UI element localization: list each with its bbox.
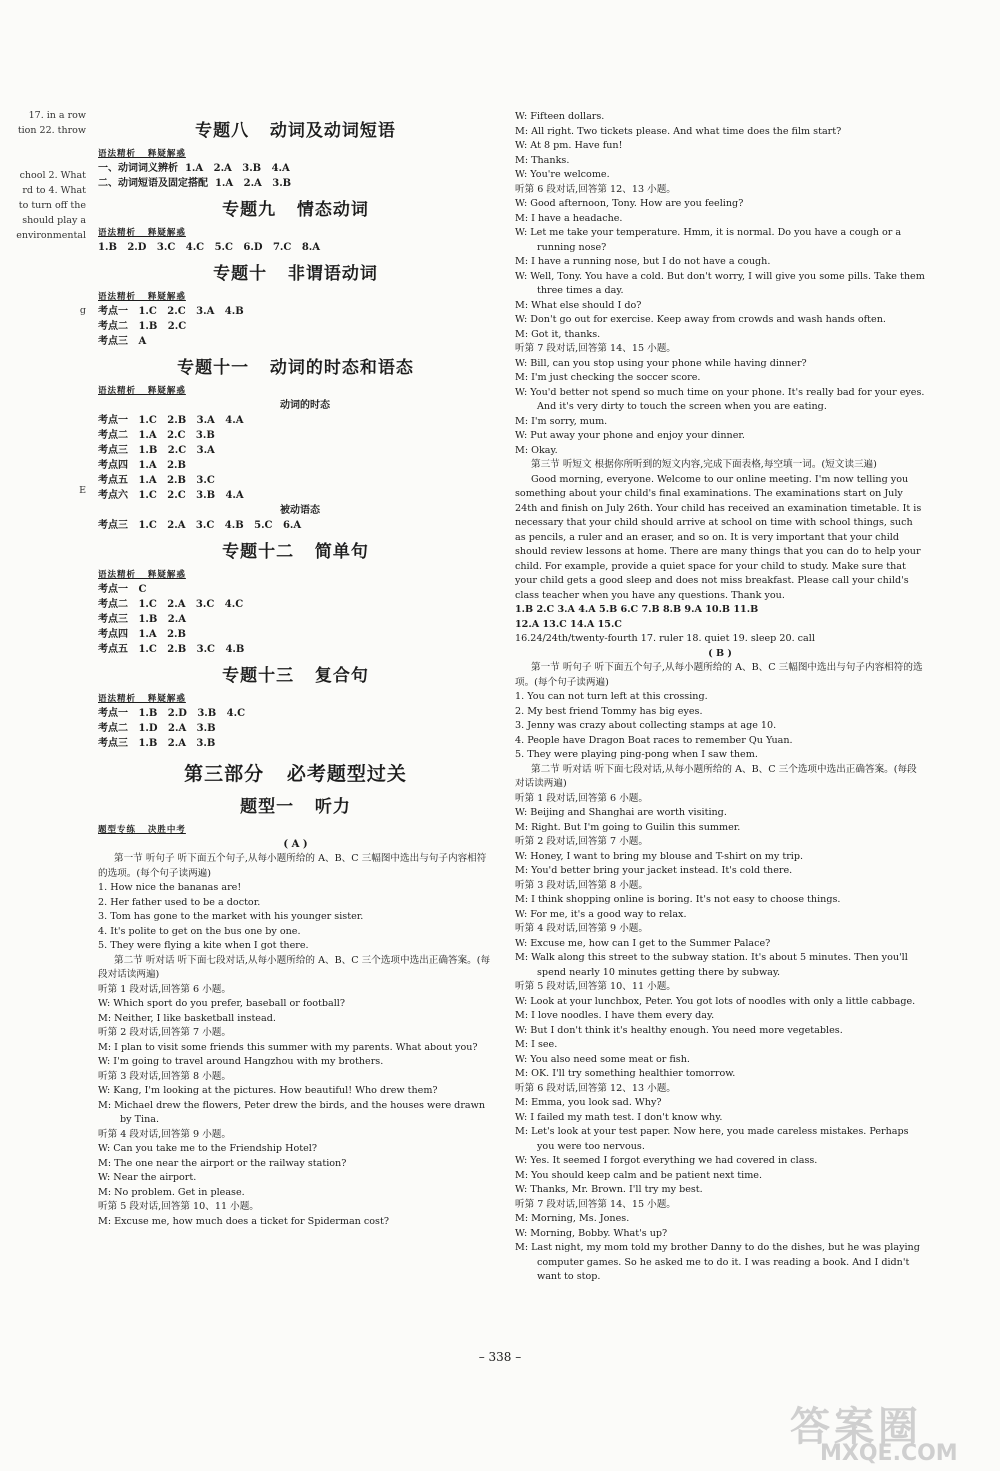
left-column: [98, 112, 493, 1229]
script-line: 1. How nice the bananas are!: [98, 882, 242, 893]
script-line: W: But I don't think it's healthy enough. You need more vegetables.: [515, 1024, 843, 1036]
script-line: M: You'd better bring your jacket instead. It's cold there.: [515, 865, 793, 876]
script-line: 听第 5 段对话,回答第 10、11 小题。: [98, 1201, 259, 1212]
script-line: M: Neither, I like basketball instead.: [98, 1012, 276, 1024]
topic-13-title: 专题十三 复合句: [222, 666, 369, 686]
edge-line: E: [79, 485, 86, 496]
script-line: W: You also need some meat or fish.: [515, 1053, 690, 1065]
edge-line: [0, 333, 86, 348]
subheading: 动词的时态: [280, 400, 330, 411]
script-line: 听第 7 段对话,回答第 14、15 小题。: [515, 343, 676, 354]
topic-12-title: 专题十二 简单句: [222, 542, 369, 562]
edge-line: tion 22. throw: [17, 125, 86, 136]
edge-line: [0, 468, 86, 483]
edge-line: [0, 273, 86, 288]
topic-9-title: 专题九 情态动词: [222, 200, 369, 220]
answer-line: 考点四 1.A 2.B: [98, 629, 186, 640]
edge-line: [0, 258, 86, 273]
script-line: 5. They were flying a kite when I got there.: [98, 940, 309, 951]
script-line: W: Which sport do you prefer, baseball or football?: [98, 998, 346, 1009]
edge-line: [0, 438, 86, 453]
script-line: M: I see.: [515, 1039, 558, 1050]
edge-line: rd to 4. What: [22, 185, 86, 196]
script-line: 1.B 2.C 3.A 4.A 5.B 6.C 7.B 8.B 9.A 10.B 11.B: [515, 604, 759, 615]
answer-line: 考点五 1.A 2.B 3.C: [98, 475, 215, 486]
edge-line: g: [79, 305, 86, 316]
script-line: 第二节 听对话 听下面七段对话,从每小题所给的 A、B、C 三个选项中选出正确答案。(每段对话读两遍): [515, 763, 917, 789]
script-line: 听第 4 段对话,回答第 9 小题。: [98, 1128, 231, 1140]
script-line: 听第 2 段对话,回答第 7 小题。: [515, 836, 648, 847]
topic-9-tag: 语法精析 释疑解惑: [98, 228, 186, 238]
script-line: M: Got it, thanks.: [515, 328, 601, 340]
script-line: W: Can you take me to the Friendship Hotel?: [98, 1143, 317, 1154]
script-line: M: You should keep calm and be patient next time.: [515, 1169, 763, 1181]
script-line: 12.A 13.C 14.A 15.C: [515, 618, 622, 630]
script-line: 听第 1 段对话,回答第 6 小题。: [98, 983, 231, 995]
edge-line: [0, 288, 86, 303]
script-line: W: Let me take your temperature. Hmm, it is normal. Do you have a cough or a running nose?: [515, 227, 902, 253]
listening-script-continued: [515, 110, 925, 1285]
script-line: M: I'm just checking the soccer score.: [515, 372, 701, 383]
script-line: M: Morning, Ms. Jones.: [515, 1213, 630, 1224]
script-line: W: Morning, Bobby. What's up?: [515, 1227, 668, 1239]
answer-line: 考点三 1.C 2.A 3.C 4.B 5.C 6.A: [98, 520, 302, 531]
script-line: M: I'm sorry, mum.: [515, 415, 608, 427]
script-line: 听第 6 段对话,回答第 12、13 小题。: [515, 1082, 676, 1094]
script-line: 第一节 听句子 听下面五个句子,从每小题所给的 A、B、C 三幅图中选出与句子内容相符的选项。(每个句子读两遍): [515, 662, 923, 688]
answer-line: 考点六 1.C 2.C 3.B 4.A: [98, 490, 244, 501]
script-line: W: Bill, can you stop using your phone while having dinner?: [515, 357, 807, 369]
edge-line: should play a: [22, 215, 86, 226]
answer-line: 考点五 1.C 2.B 3.C 4.B: [98, 644, 245, 655]
script-line: M: I have a headache.: [515, 212, 623, 224]
script-line: M: Emma, you look sad. Why?: [515, 1097, 662, 1108]
topic-8-title: 专题八 动词及动词短语: [195, 121, 396, 141]
script-line: M: I think shopping online is boring. It's not easy to choose things.: [515, 894, 841, 905]
script-line: 听第 5 段对话,回答第 10、11 小题。: [515, 981, 676, 992]
script-line: M: Excuse me, how much does a ticket for Spiderman cost?: [98, 1215, 389, 1227]
script-line: W: At 8 pm. Have fun!: [515, 140, 623, 151]
edge-line: [0, 363, 86, 378]
script-line: M: All right. Two tickets please. And what time does the film start?: [515, 125, 842, 137]
script-line: W: Honey, I want to bring my blouse and T-shirt on my trip.: [515, 850, 804, 862]
script-line: W: Good afternoon, Tony. How are you feeling?: [515, 198, 744, 209]
script-line: M: No problem. Get in please.: [98, 1186, 245, 1198]
script-line: 听第 4 段对话,回答第 9 小题。: [515, 923, 648, 934]
answer-line: 考点三 1.B 2.A: [98, 614, 186, 625]
script-line: 听第 7 段对话,回答第 14、15 小题。: [515, 1198, 676, 1210]
edge-line: [0, 348, 86, 363]
script-line: 听第 3 段对话,回答第 8 小题。: [515, 879, 648, 891]
script-line: M: Okay.: [515, 444, 558, 456]
script-line: M: Last night, my mom told my brother Danny to do the dishes, but he was playing computer games. So he asked me to do it. I was reading a book. And I didn't want to stop.: [515, 1242, 920, 1282]
script-line: 4. It's polite to get on the bus one by one.: [98, 925, 301, 937]
edge-line: to turn off the: [18, 200, 86, 211]
watermark-text: 答案圈: [790, 1404, 922, 1450]
script-line: 5. They were playing ping-pong when I saw them.: [515, 749, 758, 760]
edge-line: [0, 378, 86, 393]
answer-line: 考点一 C: [98, 584, 147, 595]
script-line: M: Right. But I'm going to Guilin this summer.: [515, 821, 741, 833]
edge-line: environmental: [16, 230, 86, 241]
script-line: 16.24/24th/twenty-fourth 17. ruler 18. quiet 19. sleep 20. call: [515, 633, 815, 644]
script-line: 2. Her father used to be a doctor.: [98, 896, 261, 908]
script-line: M: I love noodles. I have them every day.: [515, 1010, 715, 1021]
script-line: 第一节 听句子 听下面五个句子,从每小题所给的 A、B、C 三幅图中选出与句子内容相符的选项。(每个句子读两遍): [98, 853, 487, 879]
script-line: M: Thanks.: [515, 154, 570, 166]
script-line: W: I'm going to travel around Hangzhou with my brothers.: [98, 1056, 384, 1067]
answer-line: 考点三 A: [98, 336, 147, 347]
answer-line: 考点三 1.B 2.A 3.B: [98, 738, 216, 749]
script-line: W: I failed my math test. I don't know why.: [515, 1111, 723, 1123]
script-line: W: Thanks, Mr. Brown. I'll try my best.: [515, 1184, 703, 1195]
script-line: W: You'd better not spend so much time on your phone. It's really bad for your eyes. And it's very dirty to touch the screen when you are eating.: [515, 386, 925, 412]
answer-line: 考点四 1.A 2.B: [98, 460, 186, 471]
script-line: W: Well, Tony. You have a cold. But don't worry, I will give you some pills. Take them three times a day.: [515, 270, 925, 296]
script-line: 3. Tom has gone to the market with his younger sister.: [98, 911, 364, 922]
script-line: ( B ): [708, 647, 732, 659]
answer-line: 考点二 1.B 2.C: [98, 321, 187, 332]
script-line: 听第 2 段对话,回答第 7 小题。: [98, 1027, 231, 1038]
script-line: W: You're welcome.: [515, 169, 610, 180]
script-line: W: Look at your lunchbox, Peter. You got lots of noodles with only a little cabbage.: [515, 995, 916, 1007]
edge-line: [0, 243, 86, 258]
script-line: W: Near the airport.: [98, 1172, 197, 1183]
answer-line: 考点一 1.C 2.B 3.A 4.A: [98, 415, 244, 426]
script-line: 听第 3 段对话,回答第 8 小题。: [98, 1070, 231, 1082]
edge-line: [0, 453, 86, 468]
script-line: W: For me, it's a good way to relax.: [515, 908, 687, 920]
page-number: – 338 –: [478, 1350, 522, 1364]
script-line: W: Kang, I'm looking at the pictures. How beautiful! Who drew them?: [98, 1085, 438, 1096]
edge-line: [0, 408, 86, 423]
topic-13-tag: 语法精析 释疑解惑: [98, 694, 186, 704]
question-type-1-title: 题型一 听力: [240, 797, 351, 817]
script-line: 第二节 听对话 听下面七段对话,从每小题所给的 A、B、C 三个选项中选出正确答案。(每段对话读两遍): [98, 954, 491, 980]
script-line: W: Excuse me, how can I get to the Summer Palace?: [515, 937, 771, 949]
part-3-title: 第三部分 必考题型过关: [184, 763, 407, 785]
script-line: M: The one near the airport or the railway station?: [98, 1157, 347, 1169]
topic-12-tag: 语法精析 释疑解惑: [98, 570, 186, 580]
script-line: 2. My best friend Tommy has big eyes.: [515, 705, 703, 717]
answer-line: 考点二 1.C 2.A 3.C 4.C: [98, 599, 244, 610]
script-line: M: I plan to visit some friends this summer with my parents. What about you?: [98, 1041, 478, 1053]
script-line: M: Let's look at your test paper. Now here, you made careless mistakes. Perhaps you were too nervous.: [515, 1126, 909, 1152]
edge-line: [0, 393, 86, 408]
script-line: 听第 6 段对话,回答第 12、13 小题。: [515, 183, 676, 195]
script-line: Good morning, everyone. Welcome to our online meeting. I'm now telling you something about your child's final examinations. The examinations start on July 24th and finish on July 26th. Your child has received an examination timetable. It is necessary that your child should arrive at school on time with school things, such as pencils, a ruler and an eraser, and so on. It is very important that your child should review lessons at home. There are many things that you can do to help your child. For example, provide a quiet space for your child to study. Make sure that your child gets a good sleep and does not miss breakfast. Please call your child's class teacher when you have any questions. Thank you.: [515, 473, 922, 601]
answer-line: 考点一 1.B 2.D 3.B 4.C: [98, 708, 246, 719]
answer-line: 考点三 1.B 2.C 3.A: [98, 445, 215, 456]
answer-line: 二、动词短语及固定搭配 1.A 2.A 3.B: [98, 178, 292, 189]
script-line: W: Beijing and Shanghai are worth visiting.: [515, 807, 727, 818]
watermark-logo: [790, 1395, 990, 1471]
topic-10-tag: 语法精析 释疑解惑: [98, 292, 186, 302]
edge-line: [0, 318, 86, 333]
right-column: [515, 110, 925, 1285]
script-line: 第三节 听短文 根据你所听到的短文内容,完成下面表格,每空填一词。(短文读三遍): [531, 459, 877, 470]
script-line: 1. You can not turn left at this crossing.: [515, 691, 708, 702]
script-line: W: Don't go out for exercise. Keep away from crowds and wash hands often.: [515, 314, 886, 325]
listening-script-a: [98, 852, 493, 1229]
watermark-url: MXQE.COM: [820, 1441, 958, 1466]
topic-10-title: 专题十 非谓语动词: [213, 264, 378, 284]
edge-line: chool 2. What: [19, 170, 86, 181]
script-line: M: Walk along this street to the subway station. It's about 5 minutes. Then you'll spend nearly 10 minutes getting there by subway.: [515, 952, 908, 978]
edge-line: 17. in a row: [28, 110, 86, 121]
script-line: 4. People have Dragon Boat races to remember Qu Yuan.: [515, 734, 793, 746]
script-line: W: Yes. It seemed I forgot everything we had covered in class.: [515, 1155, 818, 1166]
script-line: 听第 1 段对话,回答第 6 小题。: [515, 792, 648, 804]
script-line: W: Put away your phone and enjoy your dinner.: [515, 430, 745, 441]
script-line: 3. Jenny was crazy about collecting stamps at age 10.: [515, 720, 777, 731]
script-line: M: Michael drew the flowers, Peter drew the birds, and the houses were drawn by Tina.: [98, 1099, 486, 1125]
section-a-label: ( A ): [283, 839, 308, 850]
topic-11-title: 专题十一 动词的时态和语态: [177, 358, 414, 378]
answer-line: 考点二 1.A 2.C 3.B: [98, 430, 215, 441]
practice-tag: 题型专练 决胜中考: [98, 825, 186, 835]
edge-line: [0, 153, 86, 168]
answer-line: 1.B 2.D 3.C 4.C 5.C 6.D 7.C 8.A: [98, 242, 321, 253]
answer-line: 考点二 1.D 2.A 3.B: [98, 723, 216, 734]
subheading: 被动语态: [280, 505, 320, 516]
answer-line: 一、动词词义辨析 1.A 2.A 3.B 4.A: [98, 163, 290, 174]
script-line: M: What else should I do?: [515, 299, 642, 311]
edge-line: [0, 138, 86, 153]
script-line: M: OK. I'll try something healthier tomorrow.: [515, 1068, 736, 1079]
left-edge-fragment: [0, 108, 86, 498]
answer-line: 考点一 1.C 2.C 3.A 4.B: [98, 306, 244, 317]
topic-11-tag: 语法精析 释疑解惑: [98, 386, 186, 396]
edge-line: [0, 423, 86, 438]
topic-8-tag: 语法精析 释疑解惑: [98, 149, 186, 159]
script-line: M: I have a running nose, but I do not have a cough.: [515, 256, 771, 267]
script-line: W: Fifteen dollars.: [515, 111, 605, 122]
